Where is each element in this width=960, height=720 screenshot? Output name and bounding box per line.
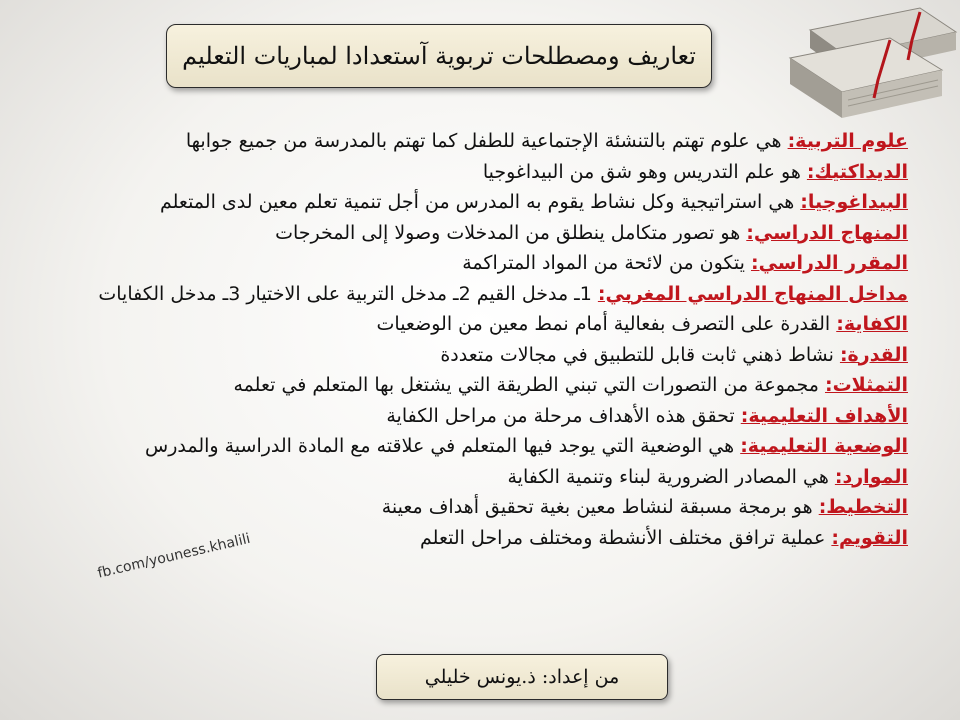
term-label: البيداغوجيا: bbox=[800, 191, 908, 213]
list-item bbox=[52, 248, 908, 279]
definition-text: هو تصور متكامل ينطلق من المدخلات وصولا إلى المخرجات bbox=[275, 221, 747, 244]
term-label: الأهداف التعليمية: bbox=[740, 404, 908, 427]
definitions-list bbox=[52, 126, 908, 553]
list-item bbox=[52, 401, 908, 432]
term-label: القدرة: bbox=[839, 343, 908, 366]
definition-text: القدرة على التصرف بفعالية أمام نمط معين من الوضعيات bbox=[376, 313, 837, 335]
list-item bbox=[52, 279, 908, 310]
list-item bbox=[52, 309, 908, 340]
term-label: الكفاية: bbox=[836, 313, 908, 335]
list-item bbox=[52, 157, 908, 188]
term-label: الوضعية التعليمية: bbox=[740, 435, 908, 457]
definition-text: يتكون من لائحة من المواد المتراكمة bbox=[462, 252, 751, 274]
list-item bbox=[52, 340, 908, 371]
author-text: من إعداد: ذ.يونس خليلي bbox=[424, 666, 620, 688]
definition-text: هي الوضعية التي يوجد فيها المتعلم في علاقته مع المادة الدراسية والمدرس bbox=[145, 435, 741, 457]
page-title-text: تعاريف ومصطلحات تربوية آستعدادا لمباريات التعليم bbox=[182, 42, 696, 70]
definition-text: مجموعة من التصورات التي تبني الطريقة التي يشتغل بها المتعلم في تعلمه bbox=[233, 374, 825, 396]
page-title bbox=[166, 24, 712, 88]
definition-text: 1ـ مدخل القيم 2ـ مدخل التربية على الاختيار 3ـ مدخل الكفايات bbox=[98, 282, 598, 305]
definition-text: هو علم التدريس وهو شق من البيداغوجيا bbox=[482, 160, 807, 183]
term-label: التقويم: bbox=[831, 526, 908, 549]
list-item bbox=[52, 370, 908, 401]
list-item bbox=[52, 492, 908, 523]
term-label: علوم التربية: bbox=[787, 130, 908, 152]
definition-text: عملية ترافق مختلف الأنشطة ومختلف مراحل التعلم bbox=[420, 526, 832, 549]
watermark-text: fb.com/youness.khalili bbox=[96, 530, 252, 582]
list-item bbox=[52, 218, 908, 249]
list-item bbox=[52, 431, 908, 462]
definition-text: هي استراتيجية وكل نشاط يقوم به المدرس من أجل تنمية تعلم معين لدى المتعلم bbox=[159, 191, 801, 213]
term-label: مداخل المنهاج الدراسي المغربي: bbox=[597, 282, 908, 305]
books-icon bbox=[770, 0, 960, 120]
definition-text: تحقق هذه الأهداف مرحلة من مراحل الكفاية bbox=[386, 404, 741, 427]
term-label: التمثلات: bbox=[824, 374, 908, 396]
term-label: المقرر الدراسي: bbox=[750, 252, 908, 274]
term-label: المنهاج الدراسي: bbox=[746, 221, 908, 244]
list-item bbox=[52, 187, 908, 218]
definition-text: هي علوم تهتم بالتنشئة الإجتماعية للطفل كما تهتم بالمدرسة من جميع جوابها bbox=[185, 130, 788, 152]
term-label: التخطيط: bbox=[818, 496, 908, 518]
author-credit bbox=[376, 654, 668, 700]
list-item bbox=[52, 126, 908, 157]
definition-text: نشاط ذهني ثابت قابل للتطبيق في مجالات متعددة bbox=[440, 343, 840, 366]
term-label: الموارد: bbox=[834, 465, 908, 488]
definition-text: هو برمجة مسبقة لنشاط معين بغية تحقيق أهداف معينة bbox=[381, 496, 819, 518]
term-label: الديداكتيك: bbox=[806, 160, 908, 183]
list-item bbox=[52, 462, 908, 493]
definition-text: هي المصادر الضرورية لبناء وتنمية الكفاية bbox=[507, 465, 835, 488]
